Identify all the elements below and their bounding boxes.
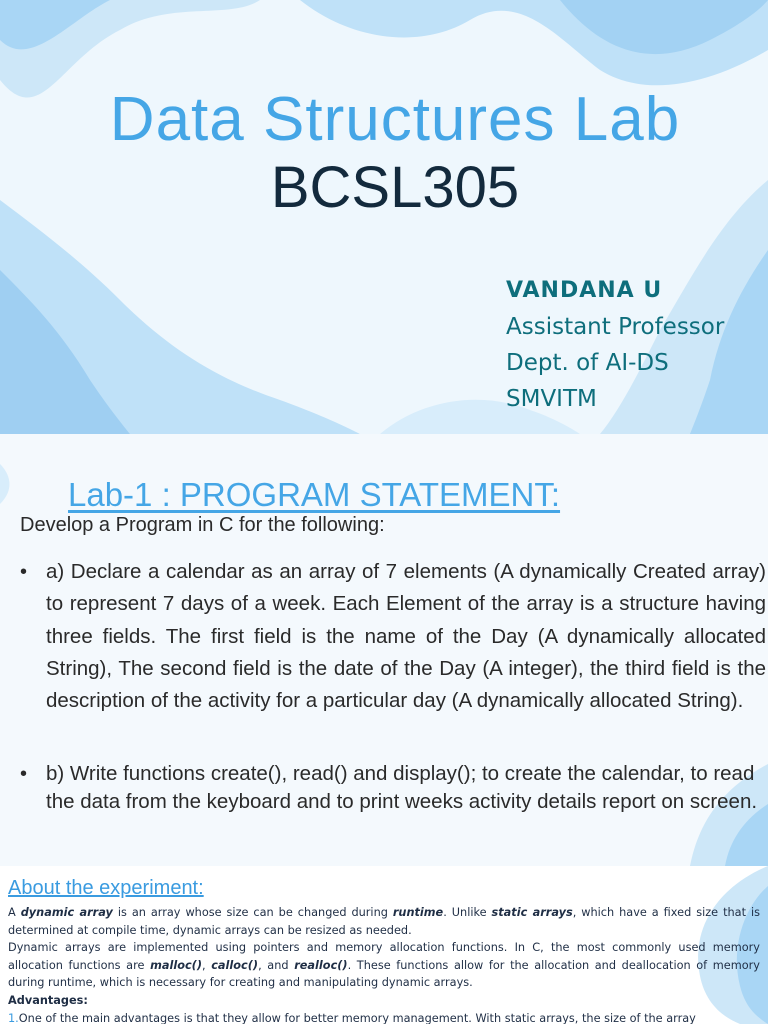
advantage-item-1 (8, 1010, 760, 1024)
text-run: , which have a fixed size that is determined at compile time, dynamic arrays can be resized as needed. (8, 906, 761, 937)
about-paragraph-1 (8, 904, 760, 939)
author-block (506, 278, 724, 422)
bullet-text: a) Declare a calendar as an array of 7 elements (A dynamically Created array) to represent 7 days of a week. Each Element of the array is a structure having three fields. The first field is the name of the Day (A dynamically allocated String), The second field is the date of the Day (A integer), the third field is the description of the activity for a particular day (A dynamically allocated String). (46, 560, 766, 713)
bullet-item-a (20, 556, 766, 717)
advantage-text: One of the main advantages is that they allow for better memory management. With static arrays, the size of the array (18, 1012, 696, 1024)
course-code: BCSL305 (270, 155, 520, 220)
bullet-item-b (20, 760, 766, 816)
cover-section (0, 0, 768, 434)
text-run: . Unlike (443, 906, 492, 919)
keyword: static arrays (491, 906, 573, 919)
about-heading: About the experiment: (8, 877, 204, 899)
text-run: is an array whose size can be changed during (112, 906, 393, 919)
text-run: , (202, 958, 212, 972)
text-run: . These functions allow for the allocation and deallocation of memory during runtime, which is necessary for creating and manipulating dynamic arrays. (8, 958, 760, 989)
text-run: , and (258, 958, 295, 972)
keyword: dynamic array (20, 906, 113, 919)
text-run: Dynamic arrays are implemented using pointers and memory allocation functions. In C, the most commonly used memory allocation functions are (8, 941, 760, 972)
keyword: calloc() (211, 958, 259, 972)
lab-intro: Develop a Program in C for the following: (20, 514, 385, 536)
keyword: runtime (392, 906, 444, 919)
author-institute: SMVITM (506, 386, 597, 412)
about-paragraph-2 (8, 939, 760, 992)
keyword: realloc() (294, 958, 348, 972)
presentation-title: Data Structures Lab (109, 85, 681, 154)
keyword: malloc() (150, 958, 203, 972)
lab-heading: Lab-1 : PROGRAM STATEMENT: (68, 476, 561, 513)
advantages-heading: Advantages: (8, 994, 88, 1007)
bullet-icon: • (20, 561, 28, 583)
text-run: A (8, 906, 21, 919)
bullet-icon: • (20, 763, 28, 785)
list-number: 1. (8, 1012, 19, 1024)
bullet-text: b) Write functions create(), read() and display(); to create the calendar, to read the data from the keyboard and to print weeks activity details report on screen. (46, 762, 758, 813)
about-section (0, 866, 768, 1024)
author-role: Assistant Professor (506, 314, 725, 340)
author-department: Dept. of AI-DS (506, 350, 669, 376)
author-name: VANDANA U (506, 278, 663, 303)
lab-statement-section (0, 434, 768, 866)
